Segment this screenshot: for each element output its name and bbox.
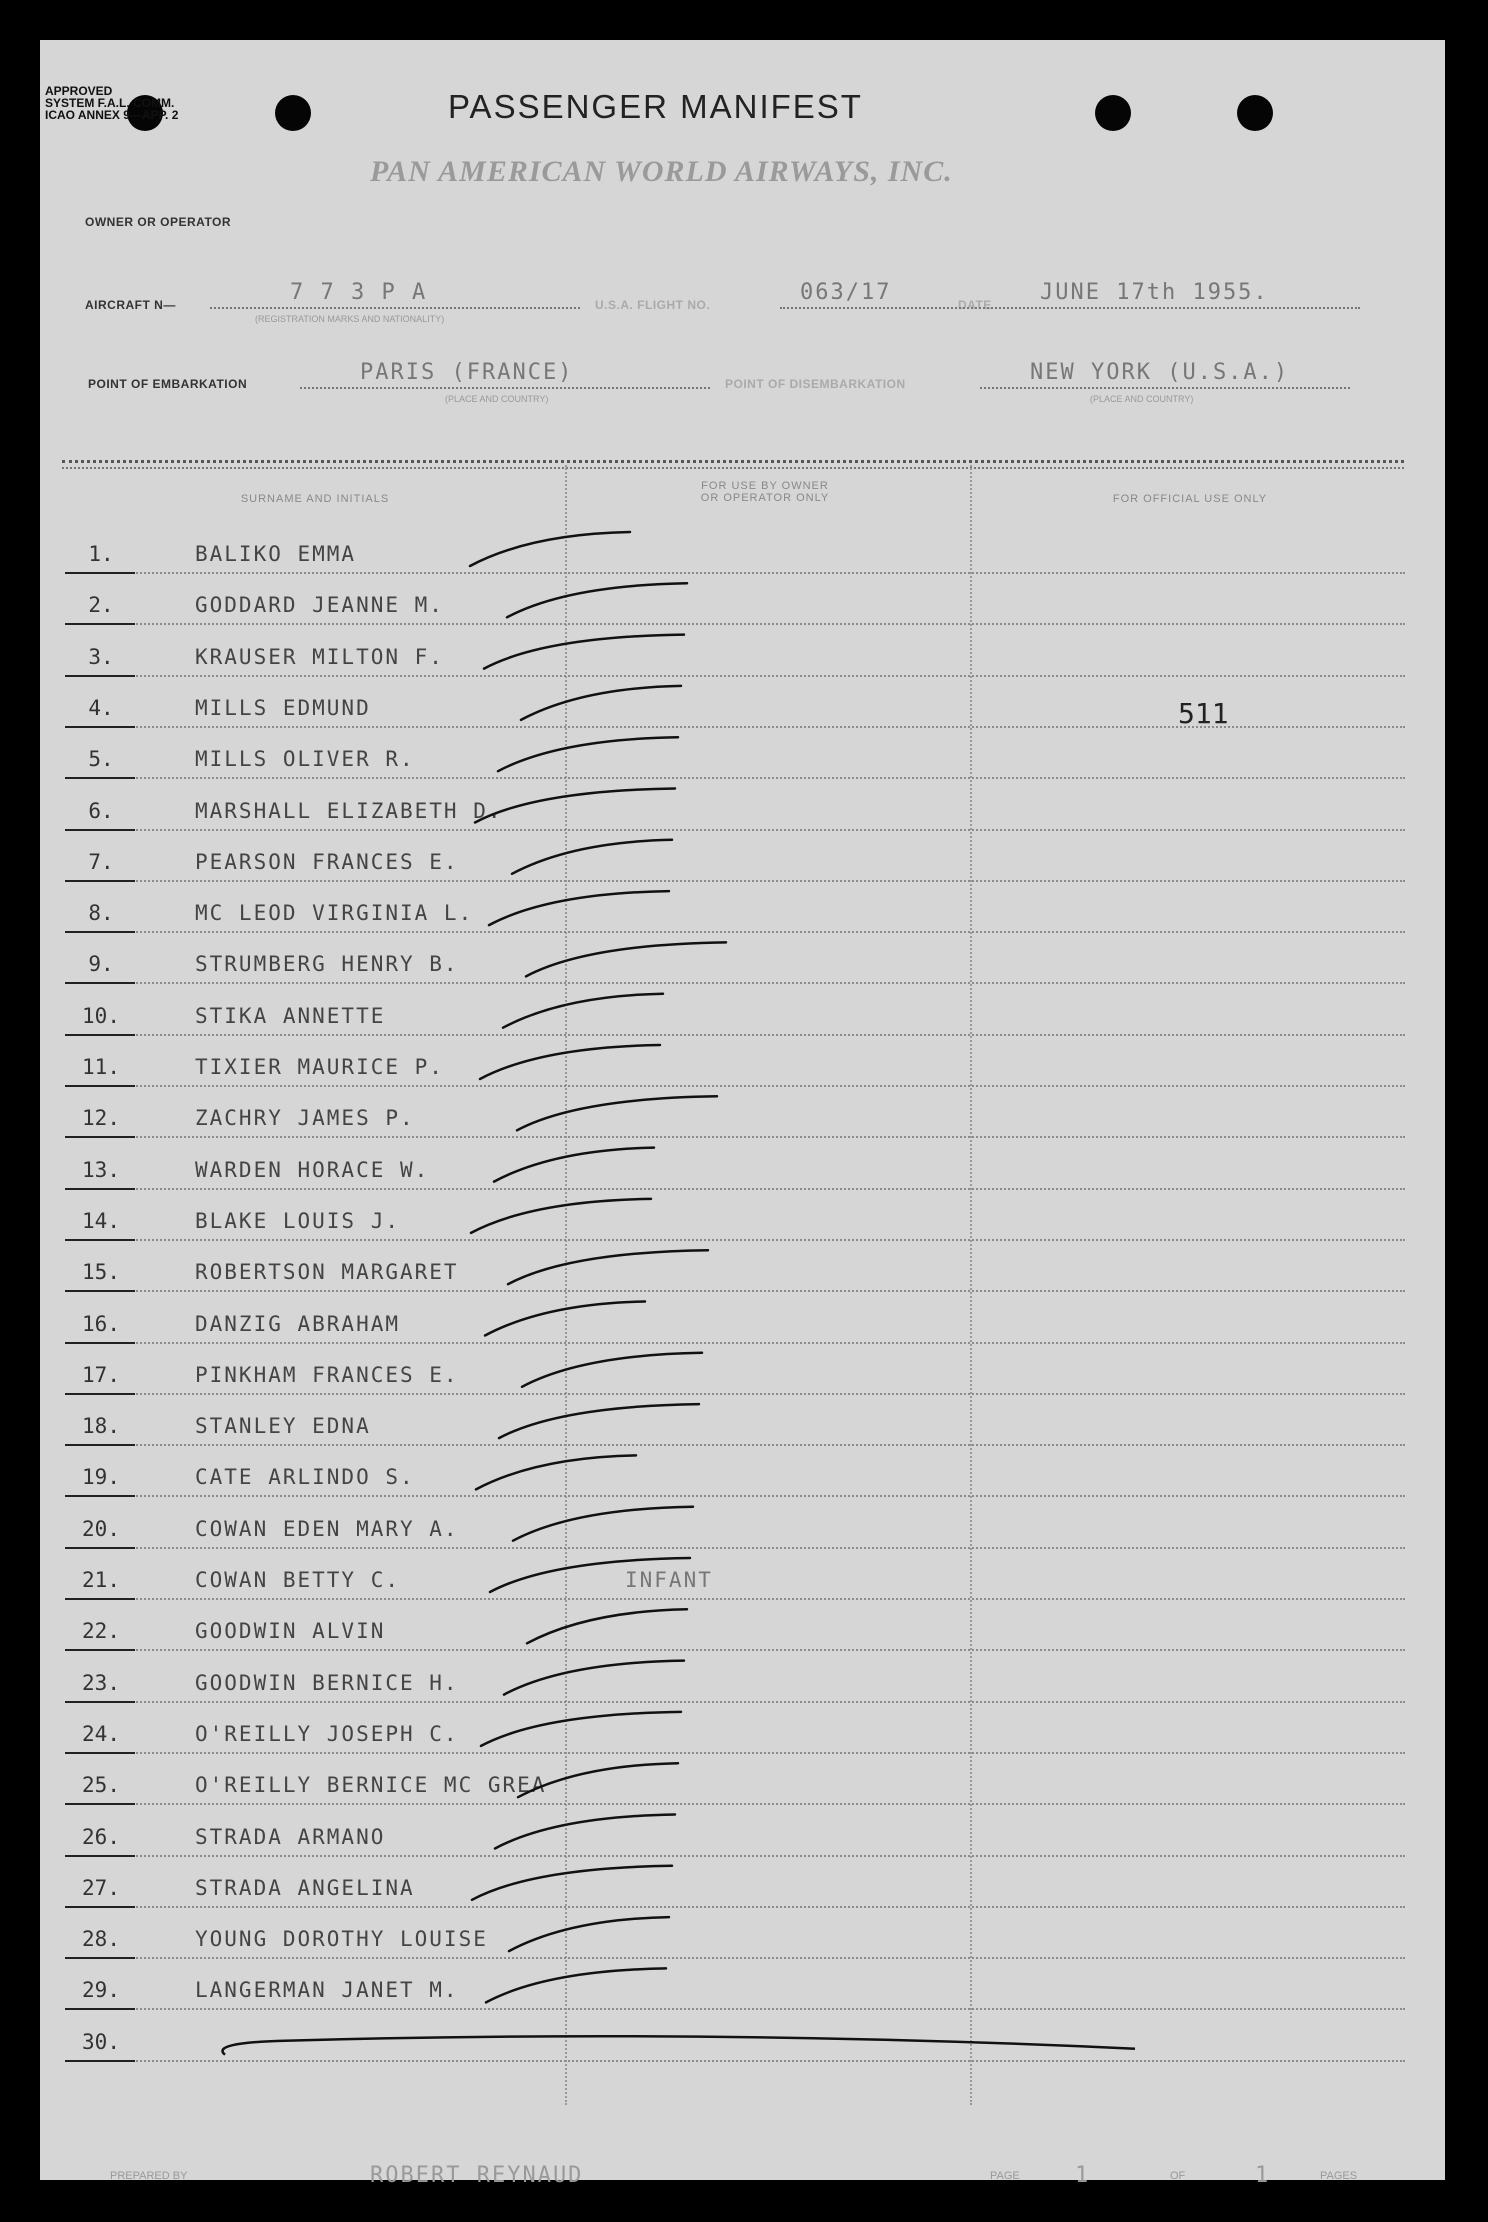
- date-label: DATE: [958, 298, 992, 312]
- passenger-name: STRUMBERG HENRY B.: [195, 952, 459, 977]
- list-item: [65, 625, 1405, 677]
- row-number: 4.: [88, 695, 114, 720]
- passenger-name: COWAN EDEN MARY A.: [195, 1516, 459, 1541]
- flight-date: JUNE 17th 1955.: [1040, 280, 1269, 305]
- list-item: [65, 573, 1405, 625]
- row-number: 30.: [82, 2029, 120, 2054]
- operator-name: PAN AMERICAN WORLD AIRWAYS, INC.: [370, 155, 953, 188]
- owner-label: OWNER OR OPERATOR: [85, 215, 232, 229]
- passenger-name: DANZIG ABRAHAM: [195, 1311, 401, 1336]
- row-number: 7.: [88, 849, 114, 874]
- row-number: 23.: [82, 1670, 120, 1695]
- column-header-official: FOR OFFICIAL USE ONLY: [1112, 493, 1268, 505]
- row-number: 24.: [82, 1721, 120, 1746]
- passenger-name: PEARSON FRANCES E.: [195, 849, 459, 874]
- list-item: [65, 830, 1405, 882]
- list-item: [65, 522, 1405, 574]
- embarkation-underline: [300, 387, 710, 389]
- registration-caption: (REGISTRATION MARKS AND NATIONALITY): [255, 314, 445, 324]
- passenger-name: STANLEY EDNA: [195, 1414, 371, 1439]
- aircraft-label: AIRCRAFT N—: [85, 298, 176, 312]
- list-item: [65, 779, 1405, 831]
- passenger-name: TIXIER MAURICE P.: [195, 1055, 444, 1079]
- row-number: 27.: [82, 1875, 120, 1900]
- list-item: [65, 1856, 1405, 1908]
- row-number: 11.: [82, 1055, 120, 1079]
- passenger-name: COWAN BETTY C.: [195, 1568, 401, 1592]
- page-label: PAGE: [990, 2170, 1020, 2182]
- list-item: [65, 1240, 1405, 1292]
- row-number: 20.: [82, 1516, 120, 1541]
- list-item: [65, 1702, 1405, 1754]
- list-item: [65, 1343, 1405, 1395]
- passenger-name: GOODWIN ALVIN: [195, 1619, 386, 1644]
- disembarkation-label: POINT OF DISEMBARKATION: [725, 377, 906, 391]
- list-item: [65, 727, 1405, 779]
- list-item: [65, 1805, 1405, 1857]
- list-item: [65, 1189, 1405, 1241]
- row-number: 21.: [82, 1568, 120, 1592]
- flight-underline: [780, 307, 1360, 309]
- row-rule: [65, 2060, 1405, 2062]
- passenger-name: YOUNG DOROTHY LOUISE: [195, 1927, 488, 1952]
- row-number: 12.: [82, 1106, 120, 1131]
- passenger-name: MILLS OLIVER R.: [195, 747, 415, 772]
- row-number: 26.: [82, 1824, 120, 1849]
- passenger-name: PINKHAM FRANCES E.: [195, 1362, 459, 1387]
- passenger-name: O'REILLY BERNICE MC GREA: [195, 1773, 547, 1798]
- passenger-name: ROBERTSON MARGARET: [195, 1260, 459, 1285]
- passenger-name: BLAKE LOUIS J.: [195, 1208, 401, 1233]
- pages-label: PAGES: [1320, 2170, 1358, 2182]
- row-number: 3.: [88, 644, 114, 669]
- list-item: [65, 1651, 1405, 1703]
- of-label: OF: [1170, 2170, 1186, 2182]
- row-number: 29.: [82, 1978, 120, 2003]
- passenger-name: LANGERMAN JANET M.: [195, 1978, 459, 2003]
- row-number: 17.: [82, 1362, 120, 1387]
- row-number: 1.: [88, 542, 114, 566]
- row-number: 14.: [82, 1208, 120, 1233]
- list-item: [65, 1035, 1405, 1087]
- row-number: 13.: [82, 1157, 120, 1182]
- list-item: [65, 1138, 1405, 1190]
- aircraft-value: 7 7 3 P A: [290, 280, 428, 305]
- row-number-rule: [65, 2060, 135, 2062]
- row-number: 25.: [82, 1773, 120, 1798]
- list-item: [65, 1753, 1405, 1805]
- prepared-by-value: ROBERT REYNAUD: [370, 2163, 584, 2188]
- table-top-rule: [62, 467, 1404, 469]
- passenger-name: MARSHALL ELIZABETH D.: [195, 798, 503, 823]
- row-number: 15.: [82, 1260, 120, 1285]
- punch-hole: [1237, 95, 1273, 131]
- list-item: [65, 1599, 1405, 1651]
- list-item: [65, 1292, 1405, 1344]
- list-item: [65, 2010, 1405, 2062]
- passenger-name: MC LEOD VIRGINIA L.: [195, 901, 474, 926]
- row-number: 8.: [88, 901, 114, 926]
- passenger-name: O'REILLY JOSEPH C.: [195, 1721, 459, 1746]
- column-header-operator: FOR USE BY OWNER OR OPERATOR ONLY: [700, 480, 830, 504]
- flight-label: U.S.A. FLIGHT NO.: [595, 298, 711, 312]
- passenger-name: STRADA ANGELINA: [195, 1875, 415, 1900]
- row-number: 5.: [88, 747, 114, 772]
- passenger-remark: INFANT: [625, 1568, 713, 1592]
- prepared-by-label: PREPARED BY: [110, 2170, 188, 2182]
- list-item: [65, 1958, 1405, 2010]
- row-number: 22.: [82, 1619, 120, 1644]
- embarkation-label: POINT OF EMBARKATION: [88, 377, 248, 391]
- handwritten-annotation: 511: [1178, 697, 1229, 730]
- embarkation-value: PARIS (FRANCE): [360, 360, 574, 385]
- row-number: 2.: [88, 593, 114, 618]
- passenger-name: GODDARD JEANNE M.: [195, 593, 444, 618]
- list-item: [65, 1445, 1405, 1497]
- list-item: [65, 1086, 1405, 1138]
- passenger-name: CATE ARLINDO S.: [195, 1465, 415, 1490]
- list-item: [65, 1394, 1405, 1446]
- embarkation-caption: (PLACE AND COUNTRY): [445, 394, 549, 404]
- disembarkation-value: NEW YORK (U.S.A.): [1030, 360, 1290, 385]
- page-number: 1: [1075, 2163, 1091, 2188]
- passenger-name: BALIKO EMMA: [195, 542, 357, 566]
- list-item: [65, 1907, 1405, 1959]
- list-item: [65, 881, 1405, 933]
- list-item: [65, 1497, 1405, 1549]
- row-number: 28.: [82, 1927, 120, 1952]
- passenger-name: MILLS EDMUND: [195, 695, 371, 720]
- table-top-rule: [62, 460, 1404, 463]
- row-number: 10.: [82, 1003, 120, 1028]
- list-item: [65, 1548, 1405, 1600]
- passenger-name: ZACHRY JAMES P.: [195, 1106, 415, 1131]
- passenger-name: STIKA ANNETTE: [195, 1003, 386, 1028]
- row-number: 19.: [82, 1465, 120, 1490]
- disembarkation-caption: (PLACE AND COUNTRY): [1090, 394, 1194, 404]
- punch-hole: [275, 95, 311, 131]
- approval-stamp: APPROVED SYSTEM F.A.L. COMM. ICAO ANNEX 9—APP. 2: [45, 84, 179, 122]
- aircraft-underline: [210, 307, 580, 309]
- column-header-surname: SURNAME AND INITIALS: [240, 493, 390, 505]
- total-pages: 1: [1255, 2163, 1271, 2188]
- row-number: 16.: [82, 1311, 120, 1336]
- passenger-name: GOODWIN BERNICE H.: [195, 1670, 459, 1695]
- page-title: PASSENGER MANIFEST: [448, 88, 863, 125]
- row-number: 6.: [88, 798, 114, 823]
- flight-number: 063/17: [800, 280, 892, 305]
- row-number: 18.: [82, 1414, 120, 1439]
- punch-hole: [1095, 95, 1131, 131]
- list-item: [65, 984, 1405, 1036]
- list-item: [65, 932, 1405, 984]
- passenger-name: STRADA ARMANO: [195, 1824, 386, 1849]
- passenger-name: KRAUSER MILTON F.: [195, 644, 444, 669]
- passenger-name: WARDEN HORACE W.: [195, 1157, 430, 1182]
- disembarkation-underline: [980, 387, 1350, 389]
- row-number: 9.: [88, 952, 114, 977]
